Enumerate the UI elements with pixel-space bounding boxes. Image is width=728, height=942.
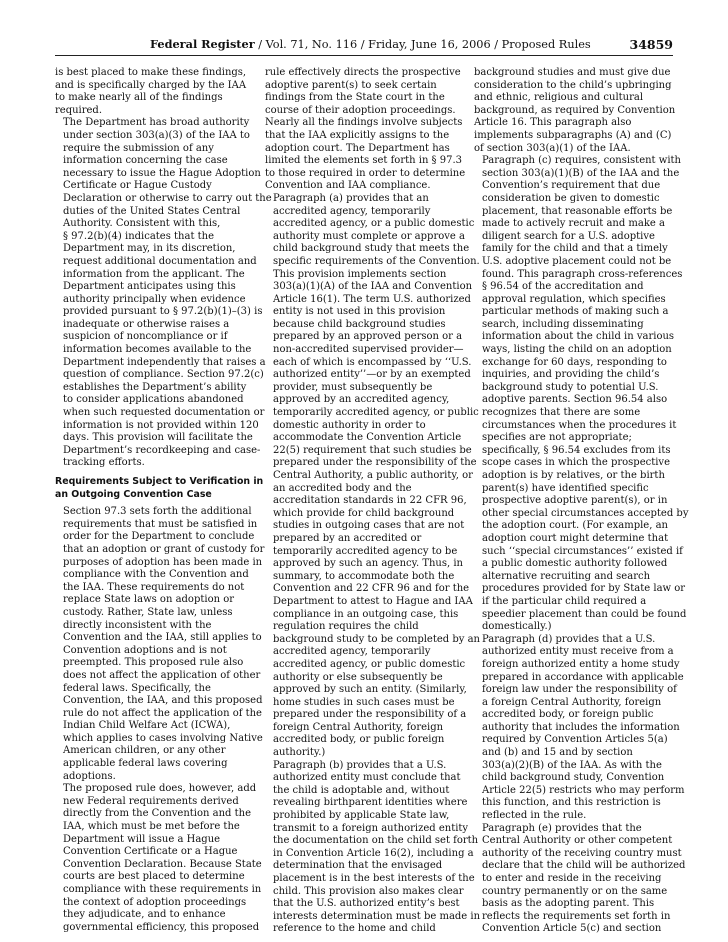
text-line: accreditation standards in 22 CFR 96,: [273, 495, 467, 507]
text-line: findings from the State court in the: [265, 92, 445, 104]
text-line: information from the applicant. The: [63, 268, 245, 280]
text-line: foreign law under the responsibility of: [482, 684, 677, 696]
text-line: entity is not used in this provision: [273, 306, 446, 318]
text-line: domestically.): [482, 621, 552, 633]
text-line: revealing birthparent identities where: [273, 797, 468, 809]
text-line: 22(5) requirement that such studies be: [273, 444, 472, 456]
text-line: section 303(a)(1)(B) of the IAA and the: [482, 167, 680, 179]
text-line: request additional documentation and: [63, 255, 257, 267]
text-line: approved by an accredited agency,: [273, 394, 450, 406]
text-line: Convention and the IAA, still applies to: [63, 632, 262, 644]
text-line: reflected in the rule.: [482, 810, 587, 822]
text-line: domestic authority in order to: [273, 419, 426, 431]
text-line: Convention’s requirement that due: [482, 180, 661, 192]
text-line: adoption is by relatives, or the birth: [482, 470, 665, 481]
text-line: Department may, in its discretion,: [63, 243, 236, 255]
page-number: 34859: [629, 37, 673, 52]
text-line: prepared by an accredited or: [273, 532, 422, 544]
text-line: country permanently or on the same: [482, 885, 668, 897]
text-line: accredited agency, temporarily: [273, 205, 431, 217]
text-line: the child is adoptable and, without: [273, 784, 450, 796]
text-line: consideration be given to domestic: [482, 192, 660, 204]
text-line: authority principally when evidence: [63, 293, 246, 305]
text-line: speedier placement than could be found: [482, 608, 687, 620]
text-line: child background study, Convention: [482, 772, 665, 784]
text-line: specifies are not appropriate;: [482, 432, 632, 444]
text-line: a public domestic authority followed: [482, 558, 668, 570]
text-line: background study to be completed by an: [273, 633, 480, 645]
text-line: inadequate or otherwise raises a: [63, 318, 230, 330]
text-line: interests determination must be made in: [273, 910, 481, 922]
text-line: Department anticipates using this: [63, 281, 236, 293]
text-line: family for the child and that a timely: [482, 243, 668, 255]
text-line: child background study that meets the: [273, 243, 470, 255]
section-heading: [55, 476, 264, 501]
text-line: Authority. Consistent with this,: [63, 218, 221, 230]
text-line: exchange for 60 days, responding to: [482, 356, 667, 368]
paragraph: [265, 192, 480, 760]
text-line: background, as required by Convention: [474, 104, 676, 116]
paragraph: [474, 67, 676, 155]
text-line: Central Authority or other competent: [482, 835, 673, 847]
text-line: reference to the home and child: [273, 923, 436, 935]
text-line: accredited body, or public foreign: [273, 734, 445, 746]
text-line: declare that the child will be authorized: [482, 860, 686, 872]
text-line: approved by such an agency. Thus, in: [273, 558, 463, 570]
text-line: adoptive parents. Section 96.54 also: [482, 394, 668, 406]
text-line: accredited agency, or public domestic: [273, 658, 466, 670]
text-line: does not affect the application of other: [63, 669, 261, 681]
column-3: [474, 67, 689, 936]
text-line: limited the elements set forth in § 97.3: [265, 155, 463, 167]
text-line: directly from the Convention and the: [63, 808, 251, 820]
text-line: § 97.2(b)(4) indicates that the: [63, 230, 215, 242]
text-line: alternative recruiting and search: [482, 570, 651, 582]
text-line: found. This paragraph cross-references: [482, 268, 683, 280]
text-line: Convention Article 5(c) and section: [482, 923, 662, 935]
text-line: child. This provision also makes clear: [273, 885, 464, 897]
text-line: this function, and this restriction is: [482, 797, 661, 809]
text-line: and (b) and 15 and by section: [482, 747, 633, 759]
paragraph: [55, 67, 253, 117]
text-line: search, including disseminating: [482, 318, 644, 330]
paragraph: [55, 117, 272, 470]
text-line: authority.): [273, 747, 326, 759]
text-line: temporarily accredited agency to be: [273, 545, 458, 557]
text-line: new Federal requirements derived: [63, 795, 239, 807]
text-line: federal laws. Specifically, the: [63, 682, 211, 694]
text-line: courts are best placed to determine: [63, 871, 245, 883]
publication-name: Federal Register: [150, 37, 255, 51]
text-line: adoptions.: [63, 770, 116, 782]
text-line: 303(a)(2)(B) of the IAA. As with the: [482, 759, 662, 771]
text-line: compliance with the Convention and: [63, 569, 249, 581]
text-line: that the U.S. authorized entity’s best: [273, 898, 460, 910]
text-line: prospective adoptive parent(s), or in: [482, 495, 668, 507]
text-line: order for the Department to conclude: [63, 531, 255, 543]
text-line: procedures provided for by State law or: [482, 583, 686, 595]
text-line: transmit to a foreign authorized entity: [273, 822, 469, 834]
text-line: to enter and reside in the receiving: [482, 873, 662, 884]
text-line: under section 303(a)(3) of the IAA to: [63, 129, 250, 141]
text-line: Department will issue a Hague: [63, 833, 221, 845]
text-line: the context of adoption proceedings: [63, 896, 247, 908]
text-line: Convention Certificate or a Hague: [63, 846, 238, 858]
text-line: Indian Child Welfare Act (ICWA),: [63, 720, 231, 732]
paragraph: [55, 783, 262, 934]
text-line: compliance in an outgoing case, this: [273, 608, 459, 620]
text-line: question of compliance. Section 97.2(c): [63, 369, 264, 381]
text-line: determination that the envisaged: [273, 860, 443, 872]
text-line: the adoption court. (For example, an: [482, 520, 668, 532]
text-line: and is specifically charged by the IAA: [55, 79, 247, 91]
text-line: directly inconsistent with the: [63, 619, 212, 631]
text-line: American children, or any other: [63, 745, 226, 757]
text-line: Department to attest to Hague and IAA: [273, 595, 473, 607]
text-line: placement, that reasonable efforts be: [482, 205, 673, 217]
text-line: requirements that must be satisfied in: [63, 518, 258, 530]
text-line: such ‘‘special circumstances’’ existed if: [482, 545, 683, 557]
column-2: [265, 67, 481, 936]
text-line: provider, must subsequently be: [273, 381, 433, 393]
text-line: Article 16(1). The term U.S. authorized: [273, 293, 471, 305]
text-line: Convention, the IAA, and this proposed: [63, 695, 263, 707]
paragraph: [265, 759, 481, 936]
text-line: foreign authorized entity a home study: [482, 658, 680, 670]
text-line: Department’s recordkeeping and case-: [63, 444, 261, 456]
text-line: Paragraph (a) provides that an: [273, 192, 429, 204]
text-line: establishes the Department’s ability: [63, 381, 247, 393]
text-line: adoption court might determine that: [482, 532, 669, 544]
text-line: adoption court. The Department has: [265, 142, 450, 154]
text-line: Requirements Subject to Verification in: [55, 476, 264, 487]
text-line: require the submission of any: [63, 142, 214, 154]
issue-info: / Vol. 71, No. 116 / Friday, June 16, 2006 / Proposed Rules: [254, 38, 591, 51]
text-line: they adjudicate, and to enhance: [63, 909, 226, 921]
text-line: specific requirements of the Convention.: [273, 255, 480, 267]
text-line: of section 303(a)(1) of the IAA.: [474, 142, 631, 154]
text-line: each of which is encompassed by ‘‘U.S.: [273, 356, 472, 368]
text-line: 303(a)(1)(A) of the IAA and Convention: [273, 281, 473, 293]
text-line: the IAA. These requirements do not: [63, 581, 245, 593]
paragraph: [474, 822, 686, 936]
text-line: authority or else subsequently be: [273, 671, 443, 683]
text-line: rule do not affect the application of the: [63, 707, 262, 719]
text-line: accredited agency, or a public domestic: [273, 218, 475, 230]
text-line: course of their adoption proceedings.: [265, 104, 456, 116]
text-line: Article 22(5) restricts who may perform: [482, 784, 685, 796]
text-line: preempted. This proposed rule also: [63, 657, 244, 669]
text-line: accredited agency, temporarily: [273, 646, 431, 658]
text-line: an Outgoing Convention Case: [55, 488, 212, 500]
text-line: replace State laws on adoption or: [63, 594, 235, 606]
text-line: Convention Declaration. Because State: [63, 858, 262, 870]
text-line: Convention and 22 CFR 96 and for the: [273, 583, 470, 595]
text-line: This provision implements section: [273, 268, 447, 280]
text-line: accommodate the Convention Article: [273, 432, 462, 444]
text-line: prepared in accordance with applicable: [482, 671, 684, 683]
text-line: to consider applications abandoned: [63, 394, 244, 406]
text-line: Declaration or otherwise to carry out the: [63, 192, 272, 204]
text-line: approval regulation, which specifies: [482, 293, 666, 305]
text-line: authorized entity’’—or by an exempted: [273, 369, 471, 381]
text-line: The Department has broad authority: [63, 117, 250, 129]
text-line: circumstances when the procedures it: [482, 419, 677, 431]
text-line: provided pursuant to § 97.2(b)(1)–(3) is: [63, 306, 263, 318]
text-line: if the particular child required a: [482, 595, 647, 607]
text-line: placement is in the best interests of the: [273, 873, 475, 884]
page-header: [55, 37, 673, 53]
text-line: ways, listing the child on an adoption: [482, 344, 672, 356]
text-line: suspicion of noncompliance or if: [63, 331, 228, 343]
text-line: foreign Central Authority, foreign: [273, 721, 444, 733]
text-line: an accredited body and the: [273, 482, 412, 494]
text-line: Central Authority, a public authority, or: [273, 470, 473, 481]
text-line: because child background studies: [273, 318, 446, 330]
text-line: particular methods of making such a: [482, 306, 669, 318]
text-line: to those required in order to determine: [265, 167, 466, 179]
text-line: purposes of adoption has been made in: [63, 556, 263, 568]
text-line: required.: [55, 104, 103, 116]
text-line: Certificate or Hague Custody: [63, 180, 212, 192]
text-line: governmental efficiency, this proposed: [63, 921, 260, 933]
text-line: Paragraph (e) provides that the: [482, 822, 642, 834]
text-line: prepared under the responsibility of the: [273, 457, 477, 469]
text-line: information is not provided within 120: [63, 419, 259, 431]
text-line: Department independently that raises a: [63, 356, 266, 368]
text-line: home studies in such cases must be: [273, 696, 455, 708]
column-1: [55, 67, 272, 934]
text-line: implements subparagraphs (A) and (C): [474, 129, 672, 141]
text-line: reflects the requirements set forth in: [482, 910, 671, 922]
text-line: other special circumstances accepted by: [482, 507, 689, 519]
text-line: custody. Rather, State law, unless: [63, 606, 233, 618]
text-line: and ethnic, religious and cultural: [474, 92, 644, 104]
text-line: authorized entity must receive from a: [482, 646, 674, 658]
text-line: which provide for child background: [273, 507, 455, 519]
text-line: diligent search for a U.S. adoptive: [482, 230, 655, 242]
text-line: consideration to the child’s upbringing: [474, 79, 672, 91]
text-line: authority of the receiving country must: [482, 847, 682, 859]
text-line: Section 97.3 sets forth the additional: [63, 506, 252, 518]
text-line: that the IAA explicitly assigns to the: [265, 129, 450, 141]
text-line: Paragraph (b) provides that a U.S.: [273, 759, 447, 771]
text-line: days. This provision will facilitate the: [63, 432, 253, 444]
text-line: in Convention Article 16(2), including a: [273, 847, 474, 859]
text-line: authority must complete or approve a: [273, 230, 465, 242]
text-line: approved by such an entity. (Similarly,: [273, 684, 467, 696]
header-rule: [55, 55, 673, 56]
text-line: background studies and must give due: [474, 67, 671, 78]
text-line: information concerning the case: [63, 155, 228, 167]
text-line: prohibited by applicable State law,: [273, 810, 450, 822]
text-line: Article 16. This paragraph also: [474, 117, 632, 129]
text-line: required by Convention Articles 5(a): [482, 734, 668, 746]
text-line: The proposed rule does, however, add: [63, 783, 257, 795]
text-line: summary, to accommodate both the: [273, 570, 455, 582]
paragraph: [265, 67, 466, 193]
text-line: Paragraph (c) requires, consistent with: [482, 155, 681, 167]
text-line: duties of the United States Central: [63, 205, 241, 217]
text-line: necessary to issue the Hague Adoption: [63, 167, 261, 179]
text-line: which applies to cases involving Native: [63, 732, 263, 744]
text-line: IAA, which must be met before the: [63, 821, 240, 833]
text-line: information becomes available to the: [63, 344, 252, 356]
text-line: adoptive parent(s) to seek certain: [265, 79, 437, 91]
text-line: information about the child in various: [482, 331, 675, 343]
text-line: made to actively recruit and make a: [482, 218, 665, 230]
text-line: inquiries, and providing the child’s: [482, 369, 660, 381]
text-line: scope cases in which the prospective: [482, 457, 671, 469]
text-line: § 96.54 of the accreditation and: [482, 281, 644, 293]
paragraph: [55, 506, 265, 783]
text-line: specifically, § 96.54 excludes from its: [482, 444, 671, 456]
text-line: is best placed to make these findings,: [55, 67, 247, 78]
text-line: parent(s) have identified specific: [482, 482, 649, 494]
running-head: [150, 37, 591, 51]
text-line: studies in outgoing cases that are not: [273, 520, 465, 532]
text-line: U.S. adoptive placement could not be: [482, 255, 672, 267]
text-line: Paragraph (d) provides that a U.S.: [482, 633, 656, 645]
text-line: rule effectively directs the prospective: [265, 67, 461, 78]
text-line: the documentation on the child set forth: [273, 835, 479, 847]
text-line: basis as the adopting parent. This: [482, 898, 655, 910]
text-line: regulation requires the child: [273, 621, 419, 633]
paragraph: [474, 633, 685, 823]
text-line: Convention and IAA compliance.: [265, 180, 431, 192]
text-line: accredited body, or foreign public: [482, 709, 654, 721]
text-line: a foreign Central Authority, foreign: [482, 696, 662, 708]
text-line: prepared under the responsibility of a: [273, 709, 467, 721]
text-line: applicable federal laws covering: [63, 758, 228, 770]
text-line: temporarily accredited agency, or public: [273, 407, 479, 419]
text-line: that an adoption or grant of custody for: [63, 543, 265, 555]
paragraph: [474, 155, 689, 634]
text-line: prepared by an approved person or a: [273, 331, 463, 343]
text-line: tracking efforts.: [63, 457, 145, 469]
text-line: when such requested documentation or: [63, 407, 265, 419]
text-line: compliance with these requirements in: [63, 884, 262, 895]
text-line: non-accredited supervised provider—: [273, 344, 464, 356]
text-line: to make nearly all of the findings: [55, 92, 223, 104]
text-line: authorized entity must conclude that: [273, 772, 461, 784]
text-line: Convention adoptions and is not: [63, 644, 227, 656]
text-line: authority that includes the information: [482, 721, 680, 733]
text-line: recognizes that there are some: [482, 407, 641, 419]
text-line: Nearly all the findings involve subjects: [265, 117, 463, 129]
text-line: background study to potential U.S.: [482, 381, 659, 393]
